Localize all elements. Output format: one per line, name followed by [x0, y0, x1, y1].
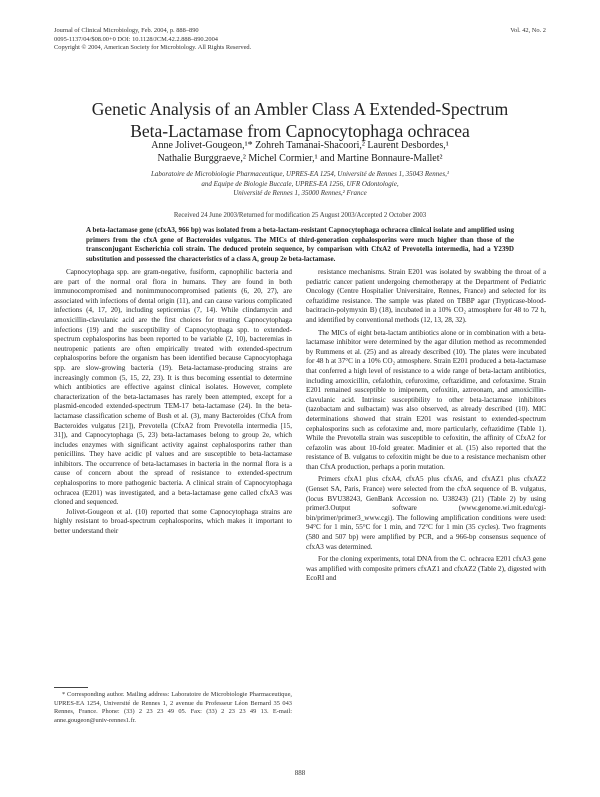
authors-line-1: Anne Jolivet-Gougeon,¹* Zohreh Tamanai-Shacoori,² Laurent Desbordes,¹ [151, 140, 449, 151]
title-line-2: Beta-Lactamase from Capnocytophaga ochracea [130, 121, 470, 141]
right-column [306, 268, 546, 584]
corresponding-author-footnote: * Corresponding author. Mailing address: Laboratoire de Microbiologie Pharmaceutique, UPRES-EA 1254, Université de Rennes 1, 2 avenue du Professeur Léon Bernard 35 043 Rennes, France. Phone: (33) 2 23 23 49 05. Fax: (33) 2 23 23 49 13. E-mail: anne.gougeon@univ-rennes1.fr. [54, 691, 292, 724]
volume-issue: Vol. 42, No. 2 [510, 27, 546, 34]
journal-citation: Journal of Clinical Microbiology, Feb. 2004, p. 888–890 [54, 27, 199, 34]
author-list [40, 140, 560, 165]
footnote-rule [54, 687, 88, 688]
body-paragraph: For the cloning experiments, total DNA from the C. ochracea E201 cfxA3 gene was amplified with composite primers cfxAZ1 and cfxAZ2 (Table 2), digested with EcoRI and [306, 555, 546, 583]
received-dates: Received 24 June 2003/Returned for modification 25 August 2003/Accepted 2 October 2003 [173, 212, 427, 219]
title-line-1: Genetic Analysis of an Ambler Class A Extended-Spectrum [91, 99, 509, 119]
body-paragraph: resistance mechanisms. Strain E201 was isolated by swabbing the throat of a pediatric cancer patient undergoing chemotherapy at the Department of Pediatric Oncology (Centre Hospitalier Universitaire, Rennes, France) and selected for its ceftazidime resistance. The sample was plated on TBBP agar (Trypticase-blood-bacitracin-polymyxin B) (18), incubated in a 10% CO₂ atmosphere for 48 to 72 h, and identified by conventional methods (12, 13, 28, 32). [306, 268, 546, 324]
affiliations [40, 170, 560, 199]
authors-line-2: Nathalie Burggraeve,² Michel Cormier,¹ and Martine Bonnaure-Mallet² [157, 152, 443, 164]
body-paragraph: Jolivet-Gougeon et al. (10) reported that some Capnocytophaga strains are highly resistant to broad-spectrum cephalosporins, which makes it important to better understand their [54, 507, 292, 536]
copyright-line: Copyright © 2004, American Society for Microbiology. All Rights Reserved. [54, 44, 252, 52]
affiliation-line-1: Laboratoire de Microbiologie Pharmaceutique, UPRES-EA 1254, Université de Rennes 1, 35043 Rennes,¹ [151, 170, 449, 178]
left-column [54, 268, 292, 537]
affiliation-line-2: and Equipe de Biologie Buccale, UPRES-EA 1256, UFR Odontologie, [201, 179, 399, 188]
running-header [54, 27, 546, 53]
article-title [40, 98, 560, 142]
affiliation-line-3: Université de Rennes 1, 35000 Rennes,² France [233, 189, 367, 197]
abstract: A beta-lactamase gene (cfxA3, 966 bp) was isolated from a beta-lactam-resistant Capnocytophaga ochracea clinical isolate and amplified using primers from the cfxA gene of Bacteroides vulgatus. The MICs of third-generation cephalosporins were much higher than those of the transconjugant Escherichia coli strain. The deduced protein sequence, by comparison with CfxA2 of Prevotella intermedia, had a Y239D substitution and possessed the characteristics of a class A, group 2e beta-lactamase. [86, 226, 514, 263]
page-number: 888 [294, 769, 306, 777]
body-paragraph: Primers cfxA1 plus cfxA4, cfxA5 plus cfxA6, and cfxAZ1 plus cfxAZ2 (Genset SA, Paris, France) were selected from the cfxA sequence of B. vulgatus, (locus BVU38243, GenBank Accession no. U38243) (21) (Table 2) by using primer3.Output software (www.genome.wi.mit.edu/cgi-bin/primer/primer3_www.cgi). The following amplification conditions were used: 94°C for 1 min, 55°C for 1 min, and 72°C for 1 min (35 cycles). Two fragments (580 and 507 bp) were amplified by PCR, and a 966-bp consensus sequence of cfxA3 was determined. [306, 475, 546, 551]
body-paragraph: The MICs of eight beta-lactam antibiotics alone or in combination with a beta-lactamase inhibitor were determined by the agar dilution method as recommended by Rummens et al. (25) and as already described (10). The plates were incubated for 48 h at 37°C in a 10% CO₂ atmosphere. Strain E201 produced a beta-lactamase that conferred a high level of resistance to a wide range of beta-lactam antibiotics, including amoxicillin, cefalothin, cefuroxime, ceftazidime, and cefotaxime. Strain E201 remained susceptible to imipenem, cefoxitin, aztreonam, and amoxicillin-clavulanic acid. Intrinsic susceptibility to other beta-lactamase inhibitors (tazobactam and sulbactam) was also observed, as already described (10). MIC determinations showed that strain E201 was resistant to extended-spectrum cephalosporins such as cefotaxime and, more particularly, ceftazidime (Table 1). While the Prevotella strain was susceptible to cefoxitin, the affinity of CfxA2 for cefazolin was about 10-fold greater. Madinier et al. (15) also reported that the resistance of B. vulgatus to cefoxitin might be due to a resistance mechanism other than CfxA production, perhaps a porin mutation. [306, 328, 546, 471]
doi-line: 0095-1137/04/$08.00+0 DOI: 10.1128/JCM.42.2.888–890.2004 [54, 35, 218, 43]
body-paragraph: Capnocytophaga spp. are gram-negative, fusiform, capnophilic bacteria and are part of the normal oral flora in humans. They are found in both immunocompromised and nonimmunocompromised patients (6, 20, 27), are associated with infections of dental origin (11), and can cause various complicated infections (4, 17, 20), including septicemias (7, 14). While clindamycin and amoxicillin-clavulanic acid are the first choices for treating Capnocytophaga infections (19) and the susceptibility of Capnocytophaga spp. to extended-spectrum cephalosporins has been reported to be variable (2, 10), bacteremias in neutropenic patients are often empirically treated with extended-spectrum cephalosporins before the organism has been identified because Capnocytophaga spp. are slow-growing bacteria (19). Beta-lactamase-producing strains are increasingly common (5, 15, 22, 23). It is thus becoming essential to determine which antibiotics are effective against clinical isolates. However, complete characterization of the beta-lactamases has rarely been attempted, except for a plasmid-encoded extended-spectrum TEM-17 beta-lactamase (24). In the beta-lactamase classification scheme of Bush et al. (3), many Bacteroides (CfxA from Bacteroides vulgatus [21]), Prevotella (CfxA2 from Prevotella intermedia [15, 31]), and Capnocytophaga (5, 23) beta-lactamases belong to group 2e, which includes enzymes with significant activity against cephalosporins rather than penicillins. They have acidic pI values and are susceptible to beta-lactamase inhibitors. The occurrence of beta-lactamases in bacteria in the normal flora is a cause of concern about the spread of resistance to extended-spectrum cephalosporins to more pathogenic bacteria. A clinical strain of Capnocytophaga ochracea (E201) was investigated, and a beta-lactamase gene called cfxA3 was cloned and sequenced. [54, 268, 292, 507]
